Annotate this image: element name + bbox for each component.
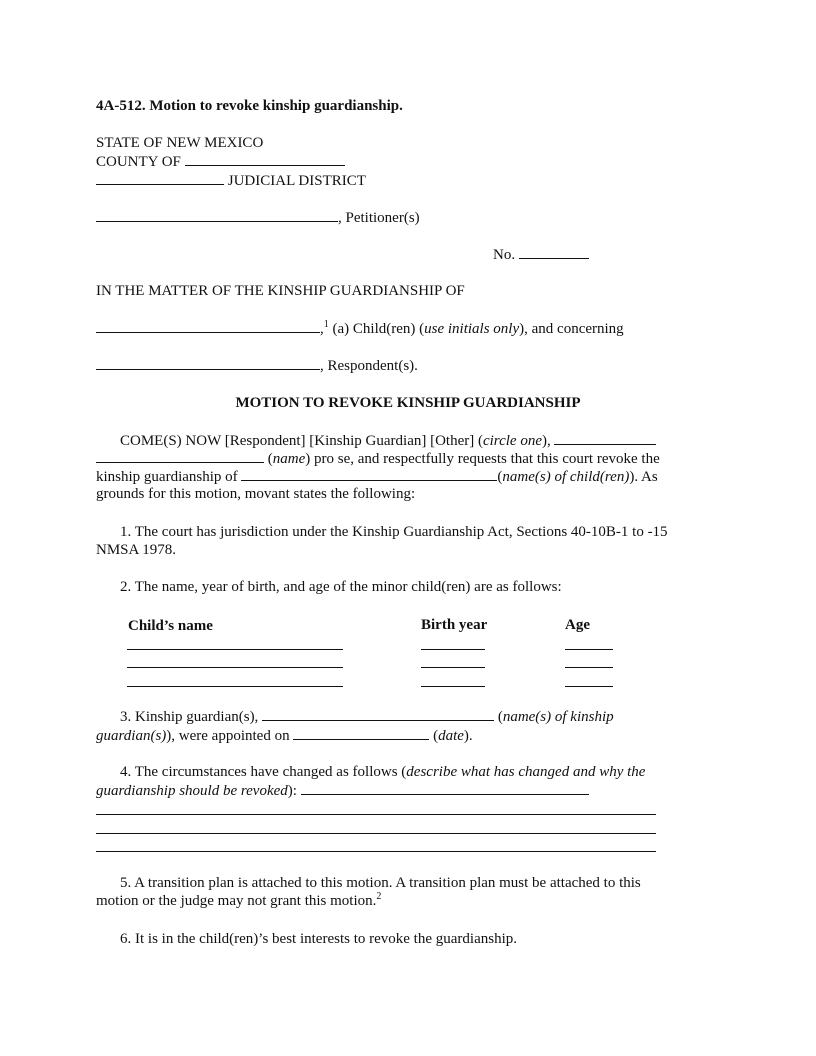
child-name-blank-row-1[interactable] <box>127 649 343 650</box>
intro-line-1: COME(S) NOW [Respondent] [Kinship Guardian] [Other] (circle one), <box>120 431 656 450</box>
appointment-date-blank[interactable] <box>293 726 429 740</box>
petitioner-line <box>96 208 420 227</box>
item-1-line-1: 1. The court has jurisdiction under the Kinship Guardianship Act, Sections 40-10B-1 to -15 <box>120 524 668 540</box>
state-line: STATE OF NEW MEXICO <box>96 135 264 151</box>
motion-title: MOTION TO REVOKE KINSHIP GUARDIANSHIP <box>235 395 581 411</box>
district-label: JUDICIAL DISTRICT <box>227 173 366 189</box>
birth-year-blank-row-1[interactable] <box>421 649 485 650</box>
intro-line-3: kinship guardianship of (name(s) of child(ren)). As <box>96 469 658 485</box>
matter-line: IN THE MATTER OF THE KINSHIP GUARDIANSHIP OF <box>96 283 465 299</box>
item-2: 2. The name, year of birth, and age of the minor child(ren) are as follows: <box>120 579 562 595</box>
item-5-line-2: motion or the judge may not grant this motion.$^2$ <box>96 891 382 909</box>
intro-line-4: grounds for this motion, movant states the following: <box>96 486 416 502</box>
case-number-label: No. <box>493 247 516 263</box>
case-number-blank[interactable] <box>519 245 589 259</box>
item-5-line-1: 5. A transition plan is attached to this motion. A transition plan must be attached to this <box>120 875 641 891</box>
respondent-label: , Respondent(s). <box>320 358 418 374</box>
county-blank[interactable] <box>185 152 345 166</box>
petitioner-blank[interactable] <box>96 208 338 222</box>
birth-year-blank-row-3[interactable] <box>421 686 485 687</box>
respondent-blank[interactable] <box>96 356 320 370</box>
county-label: COUNTY OF <box>96 154 181 170</box>
movant-name-blank-1[interactable] <box>554 431 656 445</box>
children-names-blank[interactable] <box>241 467 497 481</box>
item-6: 6. It is in the child(ren)’s best interests to revoke the guardianship. <box>120 931 517 947</box>
col-header-birth-year: Birth year <box>421 617 488 633</box>
col-header-age: Age <box>565 617 590 633</box>
age-blank-row-2[interactable] <box>565 667 613 668</box>
footnote-2: 2 <box>376 891 382 902</box>
age-blank-row-1[interactable] <box>565 649 613 650</box>
item-3-line-1: 3. Kinship guardian(s), (name(s) of kinship <box>120 709 614 725</box>
child-name-blank-row-3[interactable] <box>127 686 343 687</box>
movant-name-blank-2[interactable] <box>96 449 264 463</box>
circumstances-blank-1[interactable] <box>301 781 589 795</box>
form-heading: 4A-512. Motion to revoke kinship guardianship. <box>96 98 403 114</box>
child-line: ,$^1$ (a) Child(ren) (use initials only), and concerning <box>96 319 624 338</box>
footnote-1: 1 <box>323 319 329 330</box>
guardian-names-blank[interactable] <box>262 707 494 721</box>
item-4-line-1: 4. The circumstances have changed as follows (describe what has changed and why the <box>120 764 646 780</box>
item-3-line-2: guardian(s)), were appointed on (date). <box>96 728 473 744</box>
circumstances-blank-3[interactable] <box>96 833 656 834</box>
item-4-line-2: guardianship should be revoked): <box>96 781 589 800</box>
child-name-blank-row-2[interactable] <box>127 667 343 668</box>
intro-line-2: (name) pro se, and respectfully requests that this court revoke the <box>96 449 660 468</box>
item-1-line-2: NMSA 1978. <box>96 542 177 558</box>
col-header-child-name: Child’s name <box>128 618 213 634</box>
district-blank[interactable] <box>96 171 224 185</box>
respondent-line <box>96 356 418 375</box>
circumstances-blank-2[interactable] <box>96 814 656 815</box>
case-number-line <box>493 245 589 264</box>
district-line <box>96 171 366 190</box>
petitioner-label: , Petitioner(s) <box>338 210 420 226</box>
county-line <box>96 152 345 171</box>
circumstances-blank-4[interactable] <box>96 851 656 852</box>
age-blank-row-3[interactable] <box>565 686 613 687</box>
birth-year-blank-row-2[interactable] <box>421 667 485 668</box>
child-initials-blank[interactable] <box>96 319 320 333</box>
